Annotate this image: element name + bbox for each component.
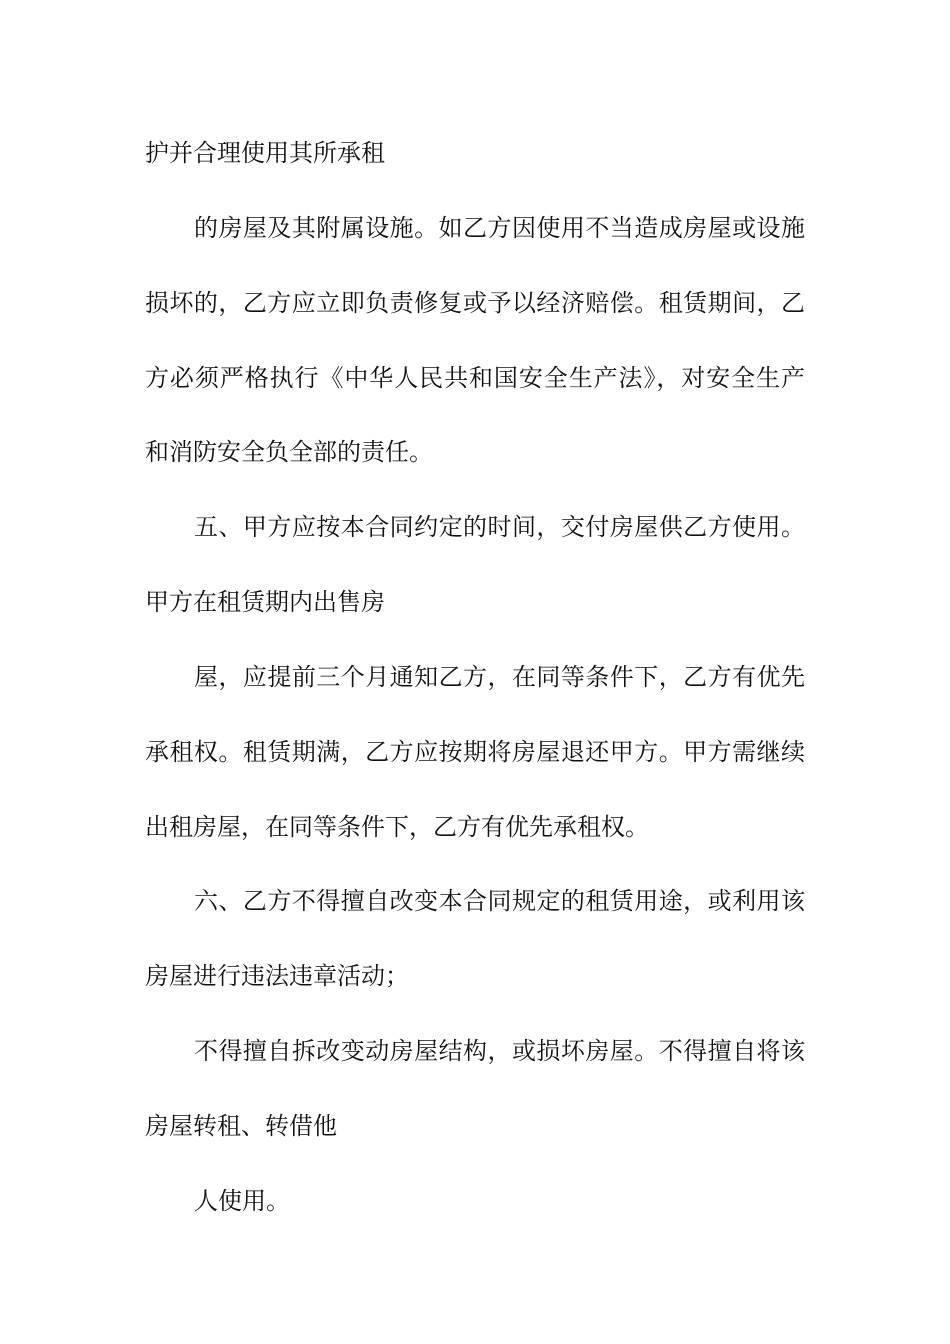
paragraph-line: 房屋转租、转借他 bbox=[145, 1112, 337, 1140]
paragraph-line: 人使用。 bbox=[194, 1187, 290, 1215]
paragraph-line: 护并合理使用其所承租 bbox=[145, 139, 385, 167]
paragraph-line: 的房屋及其附属设施。如乙方因使用不当造成房屋或设施 bbox=[194, 214, 805, 242]
paragraph-line: 出租房屋，在同等条件下，乙方有优先承租权。 bbox=[145, 813, 649, 841]
paragraph-line: 五、甲方应按本合同约定的时间，交付房屋供乙方使用。 bbox=[194, 513, 805, 541]
paragraph-line: 方必须严格执行《中华人民共和国安全生产法》，对安全生产 bbox=[145, 364, 805, 392]
paragraph-line: 屋，应提前三个月通知乙方，在同等条件下，乙方有优先 bbox=[194, 663, 805, 691]
paragraph-line: 承租权。租赁期满，乙方应按期将房屋退还甲方。甲方需继续 bbox=[145, 738, 805, 766]
paragraph-line: 甲方在租赁期内出售房 bbox=[145, 588, 385, 616]
paragraph-line: 六、乙方不得擅自改变本合同规定的租赁用途，或利用该 bbox=[194, 887, 805, 915]
paragraph-line: 房屋进行违法违章活动； bbox=[145, 962, 409, 990]
paragraph-line: 损坏的，乙方应立即负责修复或予以经济赔偿。租赁期间，乙 bbox=[145, 289, 805, 317]
paragraph-line: 不得擅自拆改变动房屋结构，或损坏房屋。不得擅自将该 bbox=[194, 1037, 805, 1065]
paragraph-line: 和消防安全负全部的责任。 bbox=[145, 438, 433, 466]
